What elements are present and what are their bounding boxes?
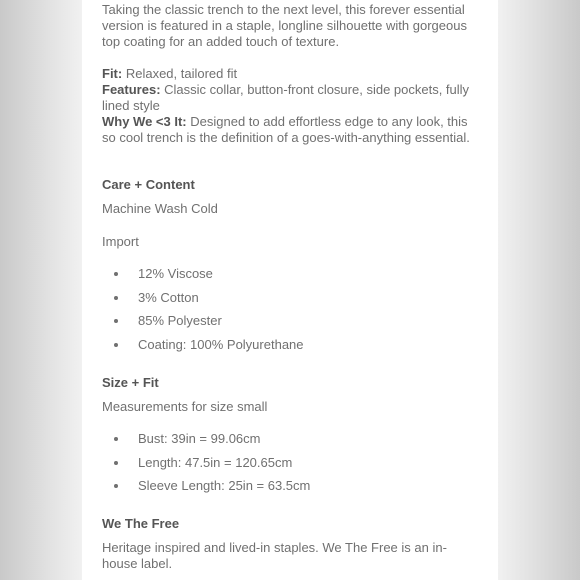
list-item-text: Sleeve Length: 25in = 63.5cm [138, 478, 311, 493]
bullet-icon [114, 319, 118, 323]
bullet-icon [114, 343, 118, 347]
size-heading: Size + Fit [102, 375, 159, 390]
measurements-list [102, 431, 482, 502]
why-line [102, 114, 482, 146]
bullet-icon [114, 296, 118, 300]
list-item-text: 12% Viscose [138, 266, 213, 281]
list-item [102, 431, 482, 455]
product-description-panel [82, 0, 498, 580]
product-details [102, 66, 482, 146]
fit-line [102, 66, 482, 82]
list-item-text: 3% Cotton [138, 289, 199, 305]
list-item-text: Coating: 100% Polyurethane [138, 336, 304, 352]
background-left [0, 0, 82, 580]
brand-heading: We The Free [102, 516, 180, 531]
fit-value: Relaxed, tailored fit [122, 66, 238, 81]
features-label: Features: [102, 82, 161, 97]
bullet-icon [114, 437, 118, 441]
bullet-icon [114, 484, 118, 488]
bullet-icon [114, 272, 118, 276]
why-label: Why We <3 It: [102, 114, 187, 129]
bullet-icon [114, 461, 118, 465]
materials-list [102, 266, 482, 360]
why-value: Designed to add effortless edge to any look, this so cool trench is the definition of a goes-with-anything essential. [102, 114, 470, 145]
list-item [102, 266, 482, 290]
list-item [102, 455, 482, 479]
intro-paragraph: Taking the classic trench to the next level, this forever essential version is featured in a staple, longline silhouette with gorgeous top coating for an added touch of texture. [102, 2, 467, 49]
background-right [498, 0, 580, 580]
list-item [102, 337, 482, 361]
care-heading: Care + Content [102, 177, 195, 192]
brand-description: Heritage inspired and lived-in staples. We The Free is an in-house label. [102, 540, 447, 571]
list-item-text: 85% Polyester [138, 313, 222, 328]
list-item [102, 313, 482, 337]
list-item-text: Length: 47.5in = 120.65cm [138, 454, 293, 470]
features-value: Classic collar, button-front closure, side pockets, fully lined style [102, 82, 470, 113]
list-item-text: Bust: 39in = 99.06cm [138, 431, 261, 446]
care-origin: Import [102, 234, 139, 249]
care-wash: Machine Wash Cold [102, 201, 218, 216]
list-item [102, 290, 482, 314]
fit-label: Fit: [102, 66, 123, 81]
list-item [102, 478, 482, 502]
size-note: Measurements for size small [102, 399, 268, 414]
features-line [102, 82, 482, 114]
